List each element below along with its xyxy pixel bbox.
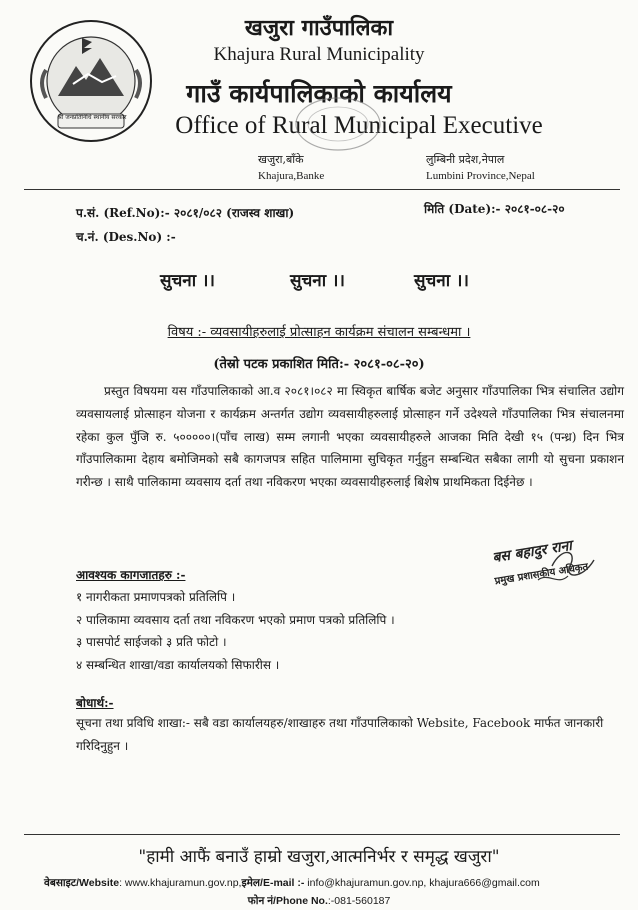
notice-body: प्रस्तुत विषयमा यस गाँउपालिकाको आ.व २०८१।०८२ मा स्विकृत बार्षिक बजेट अनुसार गाँउपालिका भित्र संचालित उद्योग व्यवसायलाई प्रोत्साहन योजना र कार्यक्रम अन्तर्गत उद्योग व्यवसायीहरुलाई प्रोत्साहन गर्ने उदेश्यले गाँउपालिका भित्र संचालनमा रहेका कुल पुँजि रु. ५०००००।(पाँच लाख) सम्म लगानी भएका व्यवसायीहरुले आजका मिति देखी १५ (पन्ध्र) दिन भित्र गाँउपालिकामा देहाय बमोजिमको सबै कागजपत्र सहित पालिमामा सुचिकृत गर्नुहुन सम्बन्धित सबैका लागी यो सुचना प्रकाशन गरीन्छ । साथै पालिकामा व्यवसाय दर्ता तथा नविकरण भएका व्यवसायीहरुलाई बिशेष प्राथमिकता दिईनेछ । bbox=[76, 384, 624, 490]
province-en: Lumbini Province,Nepal bbox=[426, 170, 535, 182]
footer-divider bbox=[24, 834, 620, 835]
list-item: ४ सम्बन्धित शाखा/वडा कार्यालयको सिफारीस । bbox=[76, 657, 280, 672]
handwritten-signature bbox=[482, 536, 606, 592]
date-value: २०८१-०८-२० bbox=[504, 202, 565, 216]
subject-line bbox=[0, 322, 638, 340]
signature-name: बस बहादुर राना bbox=[491, 537, 574, 567]
email-label: इमेल/E-mail :- bbox=[241, 877, 305, 889]
documents-list bbox=[76, 586, 395, 676]
notice-word-1: सुचना ।। bbox=[160, 271, 215, 291]
ref-label: प.सं. (Ref.No):- bbox=[76, 206, 170, 220]
documents-heading: आवश्यक कागजातहरु :- bbox=[76, 568, 186, 582]
province-np: लुम्बिनी प्रदेश,नेपाल bbox=[426, 153, 505, 166]
signature-title: प्रमुख प्रशासकीय अधिकृत bbox=[493, 561, 589, 588]
municipality-name-en: Khajura Rural Municipality bbox=[213, 44, 425, 65]
office-name-np: गाउँ कार्यपालिकाको कार्यालय bbox=[186, 79, 452, 108]
office-seal-stamp bbox=[292, 94, 384, 154]
ref-value: २०८१/०८२ (राजस्व शाखा) bbox=[173, 206, 295, 220]
municipality-name-np: खजुरा गाउँपालिका bbox=[244, 15, 394, 41]
date-field bbox=[424, 200, 565, 217]
list-item: १ नागरीकता प्रमाणपत्रको प्रतिलिपि । bbox=[76, 590, 236, 604]
bodharth-text: सूचना तथा प्रविधि शाखा:- सबै वडा कार्यालयहरु/शाखाहरु तथा गाँउपालिकाको Website, Facebook मार्फत जानकारी गरिदिनुहुन । bbox=[76, 716, 604, 753]
notice-word-2: सुचना ।। bbox=[290, 271, 345, 291]
header-divider bbox=[24, 189, 620, 190]
notice-word-3: सुचना ।। bbox=[414, 271, 469, 291]
contact-line bbox=[44, 876, 540, 890]
reference-number bbox=[76, 204, 294, 221]
list-item: २ पालिकामा व्यवसाय दर्ता तथा नविकरण भएको प्रमाण पत्रको प्रतिलिपि । bbox=[76, 612, 395, 627]
date-label: मिति (Date):- bbox=[424, 202, 501, 216]
office-name-en: Office of Rural Municipal Executive bbox=[175, 112, 543, 139]
address-np: खजुरा,बाँके bbox=[258, 153, 304, 166]
subject-text: विषय :- व्यवसायीहरुलाई प्रोत्साहन कार्यक्रम संचालन सम्बन्धमा । bbox=[167, 325, 471, 340]
website-url[interactable]: : www.khajuramun.gov.np, bbox=[119, 877, 242, 889]
phone-number: :-081-560187 bbox=[327, 895, 391, 907]
slogan: "हामी आफैं बनाउँ हाम्रो खजुरा,आत्मनिर्भर र समृद्ध खजुरा" bbox=[138, 847, 500, 867]
bodharth-heading: बोधार्थ:- bbox=[76, 696, 114, 710]
emblem-motto: श्री जनप्रतिनिधि स्थानीय सरकार bbox=[57, 114, 127, 121]
list-item: ३ पासपोर्ट साईजको ३ प्रति फोटो । bbox=[76, 635, 227, 649]
email-address[interactable]: info@khajuramun.gov.np, khajura666@gmail.com bbox=[304, 877, 540, 889]
phone-label: फोन नं/Phone No. bbox=[247, 895, 328, 907]
dispatch-number: च.नं. (Des.No) :- bbox=[76, 230, 176, 244]
website-label: वेबसाइट/Website bbox=[44, 877, 120, 889]
phone-line bbox=[0, 894, 638, 908]
publication-date-line: (तेस्रो पटक प्रकाशित मिति:- २०८१-०८-२०) bbox=[213, 357, 425, 372]
address-en: Khajura,Banke bbox=[258, 170, 325, 182]
